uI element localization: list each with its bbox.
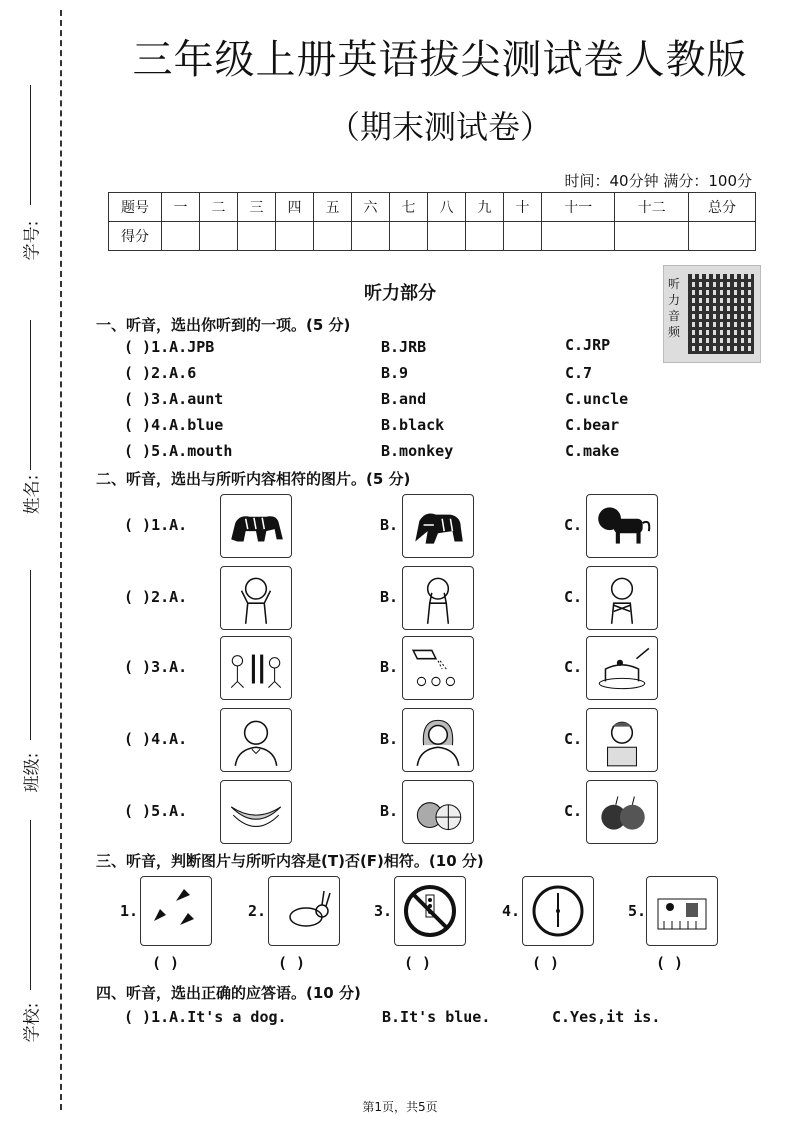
cake-icon[interactable]	[586, 636, 658, 700]
score-cell: 二	[200, 193, 238, 222]
part2-q3-b[interactable]: B.	[380, 658, 399, 676]
cut-line	[60, 10, 62, 1110]
score-label-cell: 得分	[109, 222, 162, 251]
listening-section-title: 听力部分	[364, 283, 436, 304]
part3-q1-num: 1.	[120, 902, 139, 920]
part2-q3-label[interactable]: ( )3.A.	[124, 658, 188, 676]
part3-q3-num: 3.	[374, 902, 393, 920]
option-c[interactable]: C.make	[565, 442, 620, 460]
part2-q4-label[interactable]: ( )4.A.	[124, 730, 188, 748]
score-cell: 九	[466, 193, 504, 222]
lion-icon[interactable]	[586, 494, 658, 558]
option-b[interactable]: B.monkey	[381, 442, 454, 460]
part3-heading: 三、听音，判断图片与所听内容是(T)否(F)相符。(10 分)	[96, 852, 484, 870]
birds-icon[interactable]	[140, 876, 212, 946]
option-c[interactable]: C.7	[565, 364, 593, 382]
option-a[interactable]: ( )5.A.mouth	[124, 442, 233, 460]
page-footer: 第1页，共5页	[362, 1100, 438, 1114]
score-table	[108, 192, 756, 251]
score-cell: 七	[390, 193, 428, 222]
score-cell: 十	[504, 193, 542, 222]
option-b[interactable]: B.It's blue.	[382, 1008, 491, 1026]
zoo-icon[interactable]	[646, 876, 718, 946]
score-cell: 十二	[615, 193, 689, 222]
score-input-cell[interactable]	[428, 222, 466, 251]
part2-q1-label[interactable]: ( )1.A.	[124, 516, 188, 534]
option-a[interactable]: ( )1.A.JPB	[124, 338, 215, 356]
option-b[interactable]: B.black	[381, 416, 445, 434]
clock-icon[interactable]	[522, 876, 594, 946]
boy-ears-icon[interactable]	[220, 566, 292, 630]
binding-margin	[0, 0, 62, 1130]
traffic-light-icon[interactable]	[394, 876, 466, 946]
score-cell: 一	[162, 193, 200, 222]
part2-q4-c[interactable]: C.	[564, 730, 583, 748]
name-line	[30, 320, 31, 470]
qr-code[interactable]	[663, 265, 761, 363]
page-subtitle: （期末测试卷）	[327, 108, 552, 146]
kids-trees-icon[interactable]	[220, 636, 292, 700]
part2-q5-label[interactable]: ( )5.A.	[124, 802, 188, 820]
boy-arm-icon[interactable]	[586, 566, 658, 630]
part3-q1-blank[interactable]: ( )	[152, 954, 180, 972]
score-cell: 三	[238, 193, 276, 222]
part2-q1-c[interactable]: C.	[564, 516, 583, 534]
banana-icon[interactable]	[220, 780, 292, 844]
score-cell: 十一	[542, 193, 615, 222]
score-value-row	[109, 222, 756, 251]
tiger-icon[interactable]	[402, 494, 474, 558]
name-label: 姓名:	[22, 474, 43, 515]
man-icon[interactable]	[220, 708, 292, 772]
class-line	[30, 570, 31, 740]
score-cell: 四	[276, 193, 314, 222]
part2-q4-b[interactable]: B.	[380, 730, 399, 748]
class-label: 班级:	[22, 752, 43, 793]
option-a[interactable]: ( )4.A.blue	[124, 416, 224, 434]
rabbit-icon[interactable]	[268, 876, 340, 946]
part3-q3-blank[interactable]: ( )	[404, 954, 432, 972]
part3-q5-blank[interactable]: ( )	[656, 954, 684, 972]
option-b[interactable]: B.and	[381, 390, 427, 408]
part2-heading: 二、听音，选出与所听内容相符的图片。(5 分)	[96, 470, 411, 488]
score-cell: 题号	[109, 193, 162, 222]
score-input-cell[interactable]	[162, 222, 200, 251]
exam-meta: 时间：40分钟 满分：100分	[564, 172, 752, 190]
score-input-cell[interactable]	[390, 222, 428, 251]
option-c[interactable]: C.Yes,it is.	[552, 1008, 661, 1026]
score-cell: 六	[352, 193, 390, 222]
apple-icon[interactable]	[586, 780, 658, 844]
score-input-cell[interactable]	[352, 222, 390, 251]
part3-q2-blank[interactable]: ( )	[278, 954, 306, 972]
part3-q5-num: 5.	[628, 902, 647, 920]
option-c[interactable]: C.bear	[565, 416, 620, 434]
score-input-cell[interactable]	[314, 222, 352, 251]
score-input-cell[interactable]	[615, 222, 689, 251]
part1-heading: 一、听音，选出你听到的一项。(5 分)	[96, 316, 351, 334]
option-a[interactable]: ( )2.A.6	[124, 364, 197, 382]
score-input-cell[interactable]	[276, 222, 314, 251]
score-cell: 总分	[689, 193, 756, 222]
option-b[interactable]: B.9	[381, 364, 409, 382]
score-input-cell[interactable]	[466, 222, 504, 251]
part2-q5-b[interactable]: B.	[380, 802, 399, 820]
score-header-row	[109, 193, 756, 222]
school-line	[30, 820, 31, 990]
part4-heading: 四、听音，选出正确的应答语。(10 分)	[96, 984, 361, 1002]
option-b[interactable]: B.JRB	[381, 338, 427, 356]
watering-flowers-icon[interactable]	[402, 636, 474, 700]
student-id-label: 学号:	[22, 220, 43, 261]
score-input-cell[interactable]	[200, 222, 238, 251]
school-label: 学校:	[22, 1002, 43, 1043]
part2-q5-c[interactable]: C.	[564, 802, 583, 820]
score-input-cell[interactable]	[238, 222, 276, 251]
part2-q2-c[interactable]: C.	[564, 588, 583, 606]
option-a[interactable]: ( )1.A.It's a dog.	[124, 1008, 287, 1026]
part2-q1-b[interactable]: B.	[380, 516, 399, 534]
woman-icon[interactable]	[402, 708, 474, 772]
option-c[interactable]: C.uncle	[565, 390, 629, 408]
part3-q4-blank[interactable]: ( )	[532, 954, 560, 972]
score-cell: 五	[314, 193, 352, 222]
boy-icon[interactable]	[586, 708, 658, 772]
boy-eyes-icon[interactable]	[402, 566, 474, 630]
orange-icon[interactable]	[402, 780, 474, 844]
option-a[interactable]: ( )3.A.aunt	[124, 390, 224, 408]
score-cell: 八	[428, 193, 466, 222]
score-input-cell[interactable]	[689, 222, 756, 251]
tiger-icon[interactable]	[220, 494, 292, 558]
part2-q3-c[interactable]: C.	[564, 658, 583, 676]
student-id-line	[30, 85, 31, 205]
qr-label: 听力音频	[668, 277, 681, 339]
part2-q2-label[interactable]: ( )2.A.	[124, 588, 188, 606]
score-input-cell[interactable]	[542, 222, 615, 251]
option-c[interactable]: C.JRP	[565, 336, 611, 354]
page-title: 三年级上册英语拔尖测试卷人教版	[132, 37, 748, 83]
part3-q4-num: 4.	[502, 902, 521, 920]
part3-q2-num: 2.	[248, 902, 267, 920]
qr-pattern-icon	[688, 274, 754, 354]
part2-q2-b[interactable]: B.	[380, 588, 399, 606]
score-input-cell[interactable]	[504, 222, 542, 251]
